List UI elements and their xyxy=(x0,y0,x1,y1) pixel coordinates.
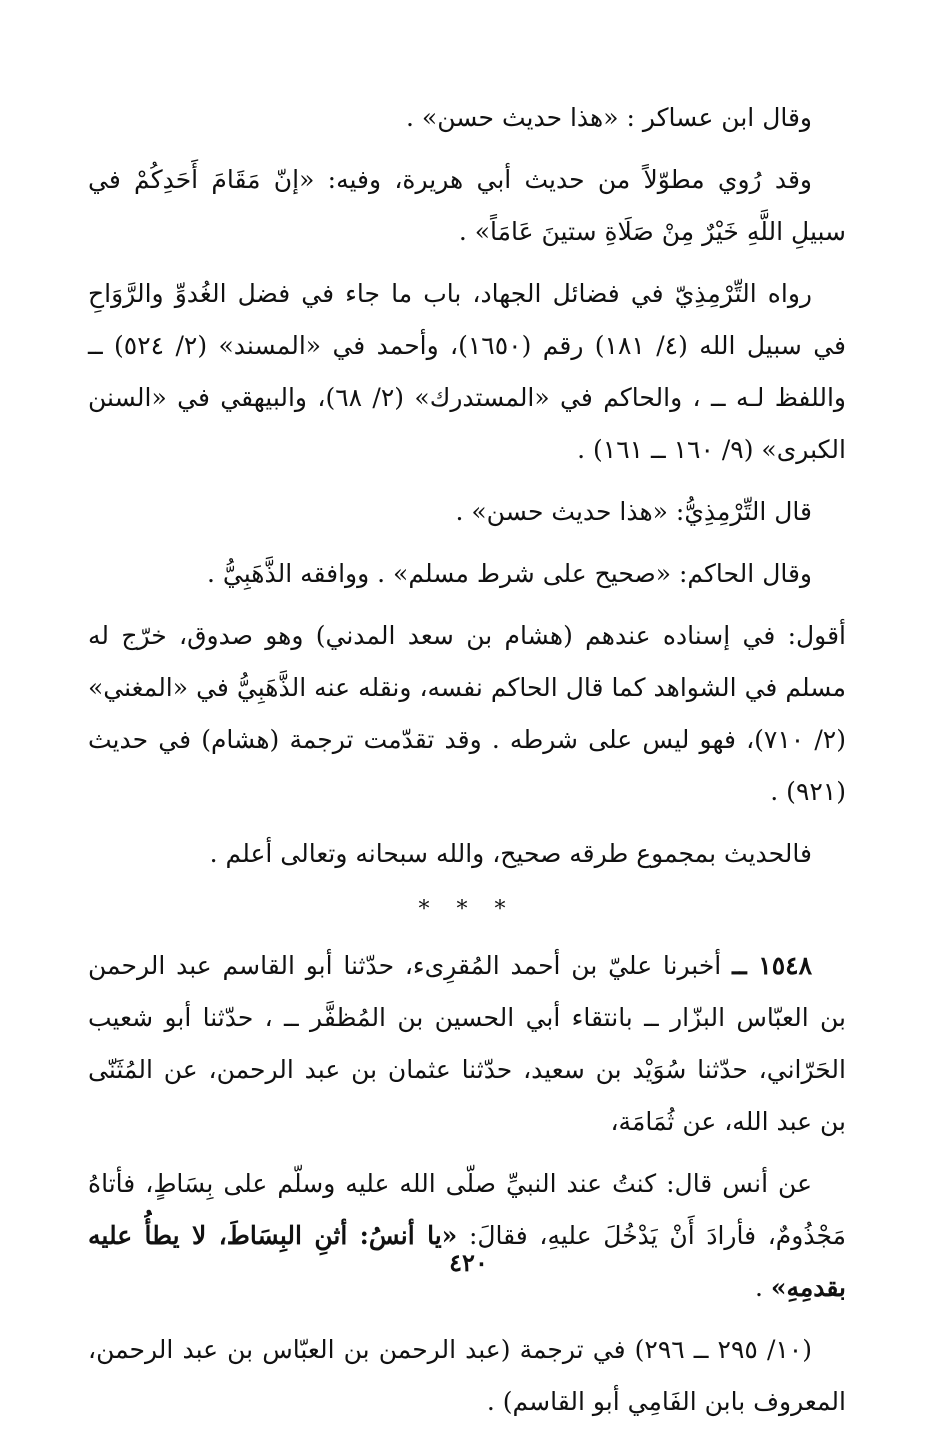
paragraph-source-reference: (١٠/ ٢٩٥ ــ ٢٩٦) في ترجمة (عبد الرحمن بن العبّاس بن عبد الرحمن، المعروف بابن الفَامِي أبو القاسم) . xyxy=(88,1335,846,1416)
matn-text: عن أنس قال: كنتُ عند النبيِّ صلّى الله عليه وسلّم على بِسَاطٍ، فأتاهُ مَجْذُومٌ، فأرادَ أَنْ يَدْخُلَ عليهِ، فقالَ: xyxy=(88,1169,846,1250)
paragraph-ibn-asakir: وقال ابن عساكر : «هذا حديث حسن» . xyxy=(406,103,812,132)
matn-bold-quote: «يا أنسُ: أثنِ البِسَاطَ، لا يطأُ عليه بقدمِهِ» xyxy=(88,1221,846,1302)
paragraph-matn xyxy=(88,1158,846,1314)
page-body xyxy=(88,92,846,1438)
paragraph-author-comment: أقول: في إسناده عندهم (هشام بن سعد المدني) وهو صدوق، خرّج له مسلم في الشواهد كما قال الحاكم نفسه، ونقله عنه الذَّهَبِيُّ في «المغني» (٢/ ٧١٠)، فهو ليس على شرطه . وقد تقدّمت ترجمة (هشام) في حديث (٩٢١) . xyxy=(88,621,846,806)
paragraph-isnad xyxy=(88,940,846,1148)
paragraph-abu-hurayra: وقد رُوي مطوّلاً من حديث أبي هريرة، وفيه: «إنّ مَقَامَ أَحَدِكُمْ في سبيلِ اللَّهِ خَيْرٌ مِنْ صَلَاةِ ستينَ عَامَاً» . xyxy=(88,165,846,246)
isnad-text: أخبرنا عليّ بن أحمد المُقرِىء، حدّثنا أبو القاسم عبد الرحمن بن العبّاس البزّار ــ بانتقاء أبي الحسين بن المُظفَّر ــ ، حدّثنا أبو شعيب الحَرّاني، حدّثنا سُوَيْد بن سعيد، حدّثنا عثمان بن عبد الرحمن، عن المُثَنّى بن عبد الله، عن ثُمَامَة، xyxy=(88,951,846,1136)
matn-end: . xyxy=(754,1273,771,1302)
paragraph-hakim-grade: وقال الحاكم: «صحيح على شرط مسلم» . ووافقه الذَّهَبِيُّ . xyxy=(207,559,812,588)
paragraph-tirmidhi-grade: قال التِّرْمِذِيُّ: «هذا حديث حسن» . xyxy=(455,497,812,526)
paragraph-tirmidhi-sources: رواه التِّرْمِذِيّ في فضائل الجهاد، باب ما جاء في فضل الغُدوِّ والرَّوَاحِ في سبيل الله (٤/ ١٨١) رقم (١٦٥٠)، وأحمد في «المسند» (٢/ ٥٢٤) ــ واللفظ لـه ــ ، والحاكم في «المستدرك» (٢/ ٦٨)، والبيهقي في «السنن الكبرى» (٩/ ١٦٠ ــ ١٦١) . xyxy=(88,279,847,464)
paragraph-conclusion: فالحديث بمجموع طرقه صحيح، والله سبحانه وتعالى أعلم . xyxy=(209,839,812,868)
hadith-number: ١٥٤٨ ــ xyxy=(732,951,812,980)
page-number: ٤٢٠ xyxy=(449,1248,488,1277)
section-separator: * * * xyxy=(418,897,516,922)
